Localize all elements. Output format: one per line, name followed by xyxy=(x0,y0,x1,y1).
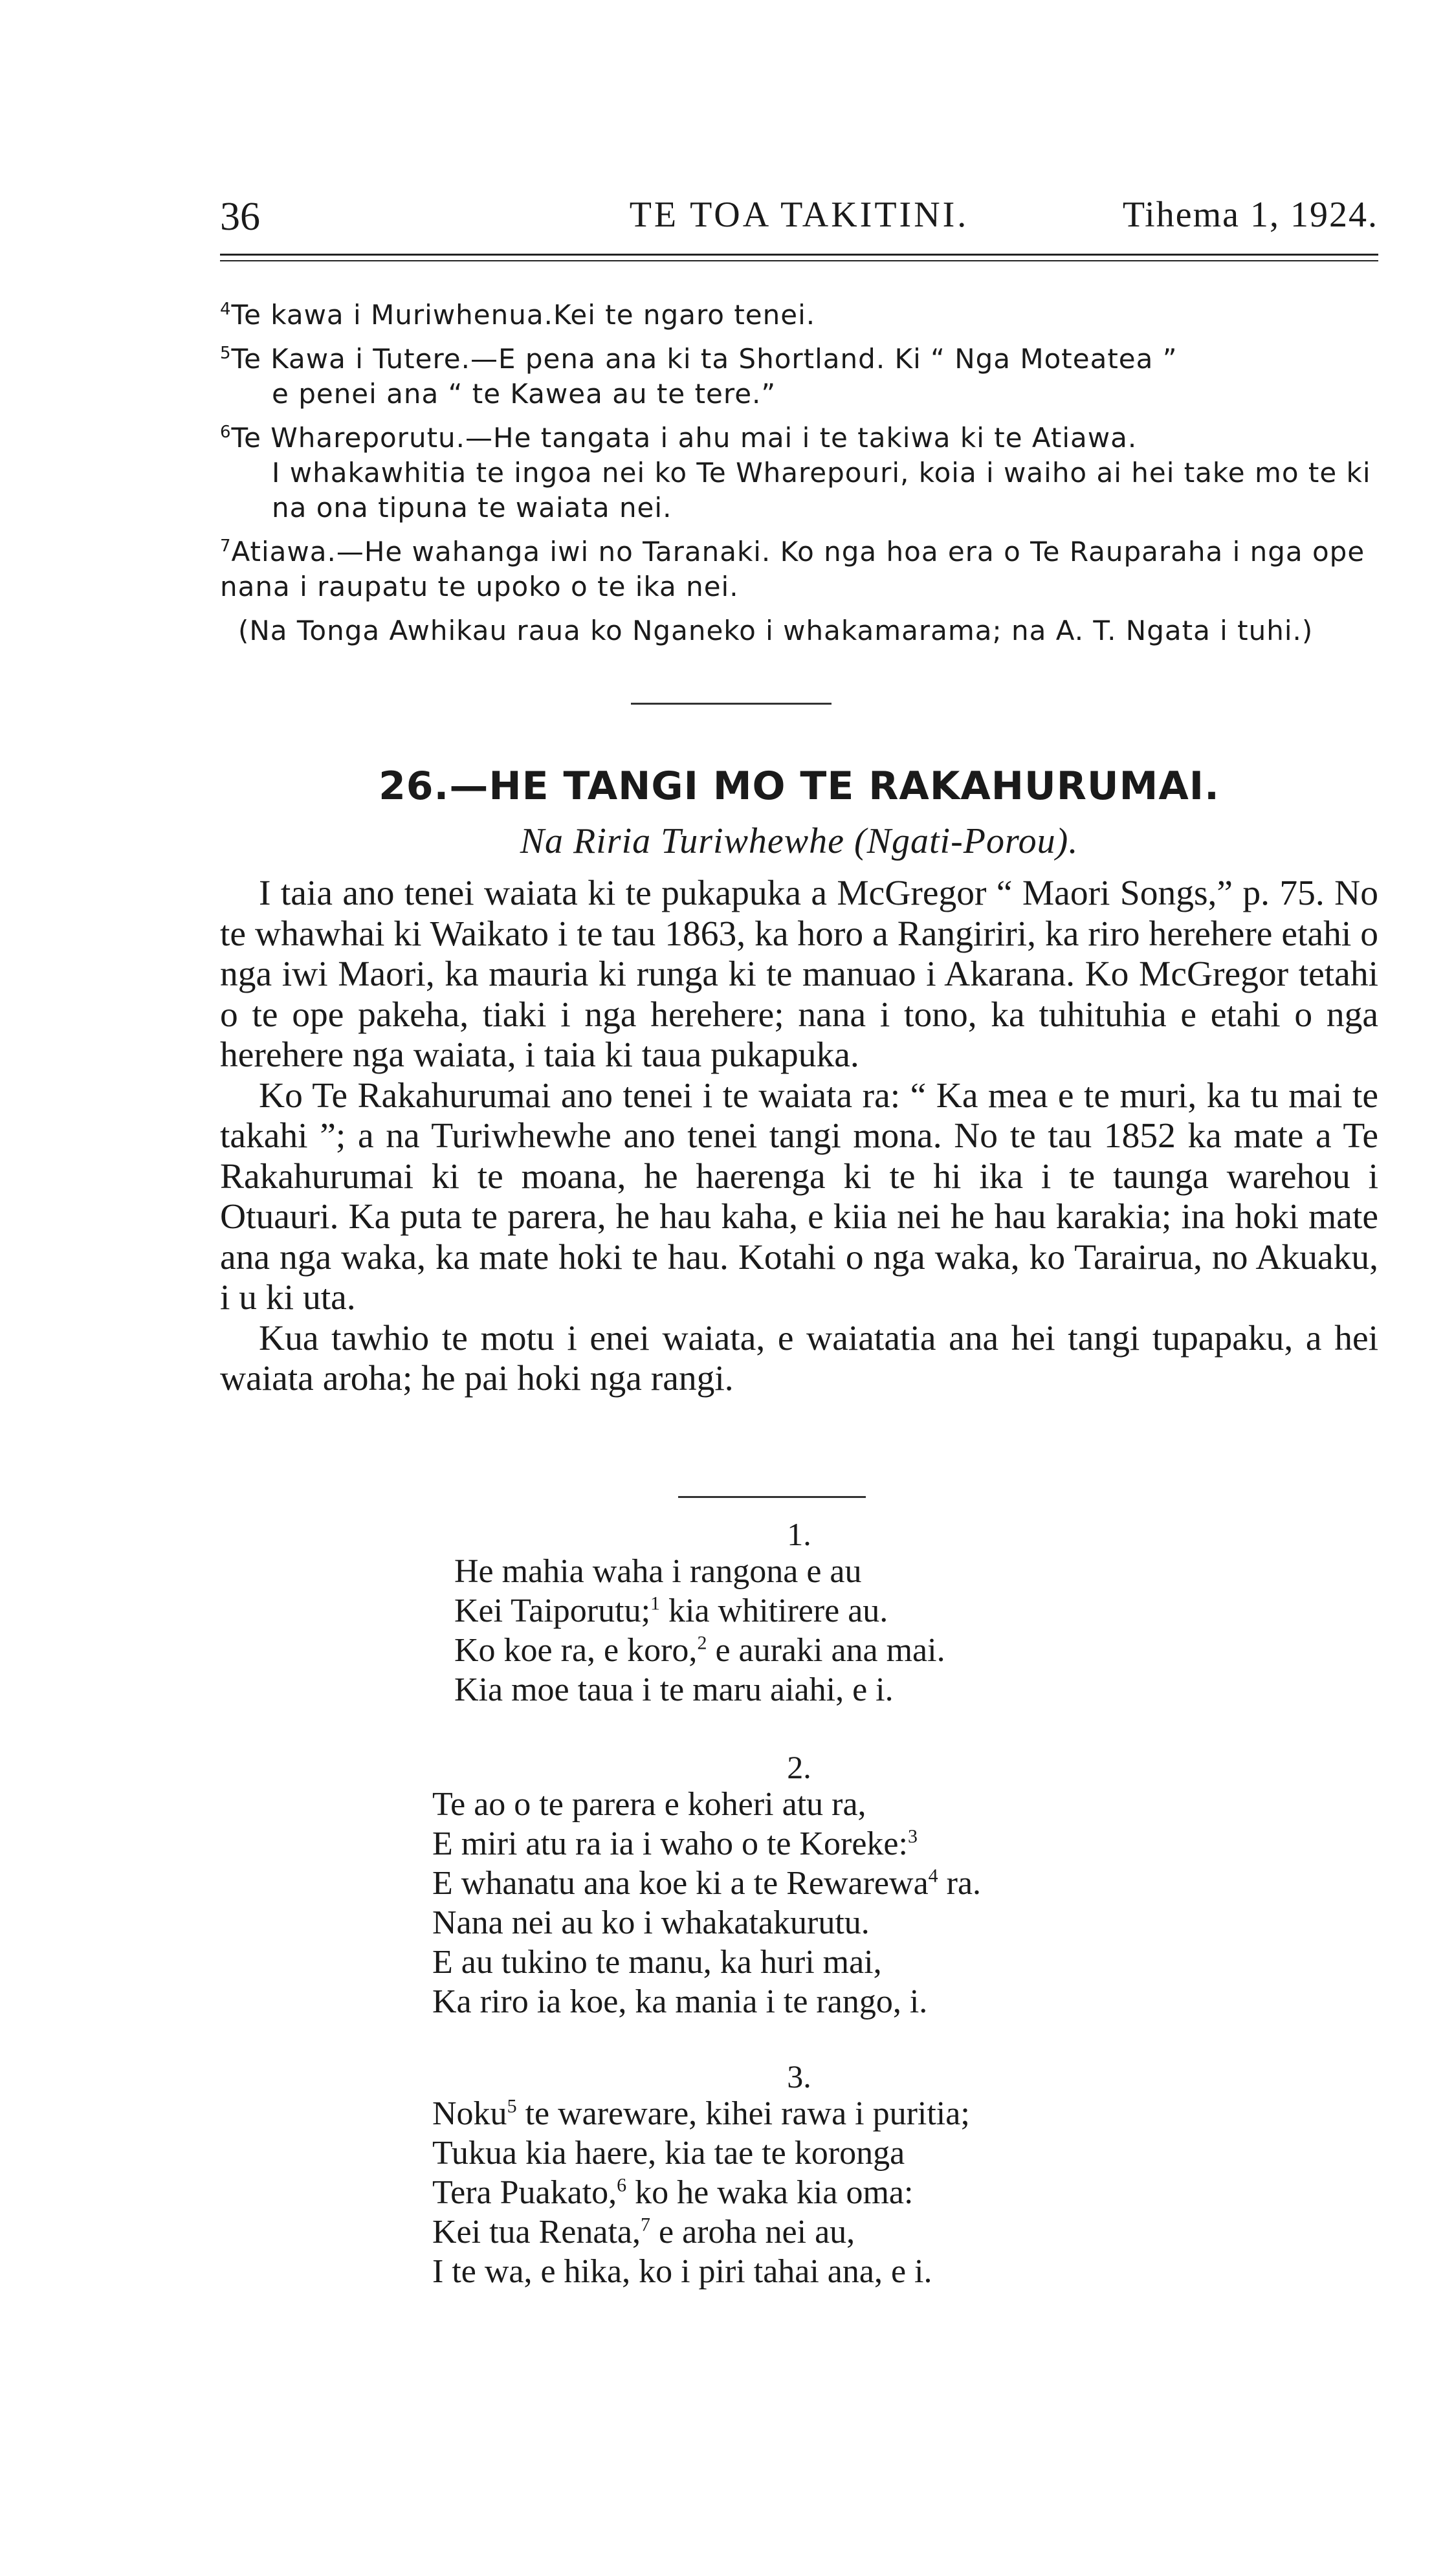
verse-line: Te ao o te parera e koheri atu ra, xyxy=(432,1786,866,1823)
article-body xyxy=(220,874,1378,1400)
credit-note: (Na Tonga Awhikau raua ko Nganeko i whakamarama; na A. T. Ngata i tuhi.) xyxy=(238,615,1314,646)
header-rule xyxy=(220,254,1378,256)
verse-line: E miri atu ra ia i waho o te Koreke:$^3$ xyxy=(432,1825,918,1862)
page-header xyxy=(220,194,1378,246)
verse-line: I te wa, e hika, ko i piri tahai ana, e i. xyxy=(432,2253,932,2290)
footnote xyxy=(220,421,1378,525)
publication-title: TE TOA TAKITINI. xyxy=(629,195,969,235)
verse-line: Nana nei au ko i whakatakurutu. xyxy=(432,1904,870,1941)
footnotes xyxy=(220,298,1378,657)
verse-line: Tera Puakato,$^6$ ko he waka kia oma: xyxy=(432,2174,914,2211)
section-divider xyxy=(631,703,832,705)
footnote xyxy=(220,342,1378,412)
issue-date: Tihema 1, 1924. xyxy=(1122,195,1378,235)
verse-line: E au tukino te manu, ka huri mai, xyxy=(432,1944,882,1981)
paragraph: Kua tawhio te motu i enei waiata, e waiatatia ana hei tangi tupapaku, a hei waiata aroha; he pai hoki nga rangi. xyxy=(220,1318,1378,1398)
article-heading: 26.—HE TANGI MO TE RAKAHURUMAI. xyxy=(379,764,1220,809)
footnote-text: Atiawa.—He wahanga iwi no Taranaki. Ko nga hoa era o Te Rauparaha i nga ope nana i raupatu te upoko o te ika nei. xyxy=(220,536,1365,602)
header-rule-thin xyxy=(220,260,1378,261)
verse-number: 3. xyxy=(787,2058,811,2095)
footnote-text: Te kawa i Muriwhenua.Kei te ngaro tenei. xyxy=(231,299,816,331)
footnote-continuation: e penei ana “ te Kawea au te tere.” xyxy=(272,378,777,410)
verse-number: 1. xyxy=(787,1516,811,1552)
verse-line: Kei Taiporutu;$^1$ kia whitirere au. xyxy=(454,1592,888,1629)
verse-line: Ka riro ia koe, ka mania i te rango, i. xyxy=(432,1983,928,2020)
footnote-number: 4 xyxy=(220,300,232,319)
verse-line: Tukua kia haere, kia tae te koronga xyxy=(432,2135,905,2172)
footnote-number: 6 xyxy=(220,423,232,442)
footnote-text: Te Whareporutu.—He tangata i ahu mai i te takiwa ki te Atiawa. xyxy=(231,422,1138,454)
verse xyxy=(432,2094,970,2291)
paragraph: I taia ano tenei waiata ki te pukapuka a McGregor “ Maori Songs,” p. 75. No te whawhai ki Waikato i te tau 1863, ka horo a Rangiriri, ka riro herehere etahi o nga iwi Maori, ka mauria ki runga ki te manuao i Akarana. Ko McGregor tetahi o te ope pakeha, tiaki i nga herehere; nana i tono, ka tuhituhia e etahi o nga herehere nga waiata, i taia ki taua pukapuka. xyxy=(220,874,1378,1075)
footnote-continuation: I whakawhitia te ingoa nei ko Te Wharepouri, koia i waiho ai hei take mo te ki na ona tipuna te waiata nei. xyxy=(272,457,1371,523)
section-divider xyxy=(678,1496,866,1498)
footnote-text: Te Kawa i Tutere.—E pena ana ki ta Shortland. Ki “ Nga Moteatea ” xyxy=(231,343,1178,375)
page-number: 36 xyxy=(220,195,260,239)
verse-line: Kia moe taua i te maru aiahi, e i. xyxy=(454,1671,894,1708)
verse-number: 2. xyxy=(787,1749,811,1785)
verse-line: Kei tua Renata,$^7$ e aroha nei au, xyxy=(432,2214,855,2251)
verse xyxy=(432,1785,981,2021)
article-byline: Na Riria Turiwhewhe (Ngati-Porou). xyxy=(520,821,1079,861)
verse-line: He mahia waha i rangona e au xyxy=(454,1553,862,1590)
verse-line: E whanatu ana koe ki a te Rewarewa$^4$ ra. xyxy=(432,1865,982,1902)
verse-line: Ko koe ra, e koro,$^2$ e auraki ana mai. xyxy=(454,1632,945,1669)
paragraph: Ko Te Rakahurumai ano tenei i te waiata ra: “ Ka mea e te muri, ka tu mai te takahi ”; a na Turiwhewhe ano tenei tangi mona. No te tau 1852 ka mate a Te Rakahurumai ki te moana, he haerenga ki te hi ika i te taunga warehou i Otuauri. Ka puta te parera, he hau kaha, e kiia nei he hau karakia; ina hoki mate ana nga waka, ka mate hoki te hau. Kotahi o nga waka, ko Tarairua, no Akuaku, i u ki uta. xyxy=(220,1075,1378,1317)
footnote-number: 5 xyxy=(220,344,232,363)
verse-line: Noku$^5$ te wareware, kihei rawa i puritia; xyxy=(432,2095,970,2132)
footnote-number: 7 xyxy=(220,536,232,556)
footnote xyxy=(220,298,1378,333)
footnote xyxy=(220,534,1378,604)
verse xyxy=(454,1552,945,1710)
